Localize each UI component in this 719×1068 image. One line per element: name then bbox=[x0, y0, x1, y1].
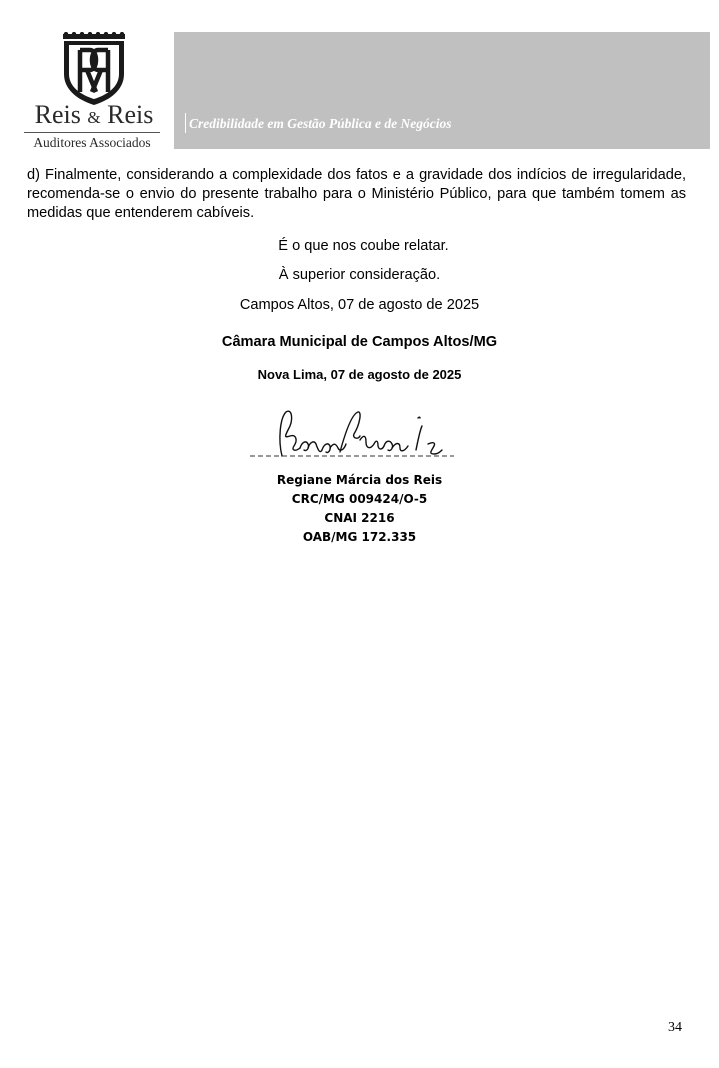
place-date: Campos Altos, 07 de agosto de 2025 bbox=[239, 297, 480, 313]
signer-oab: OAB/MG 172.335 bbox=[302, 530, 417, 544]
logo-name-right: Reis bbox=[107, 100, 154, 129]
signer-cnai: CNAI 2216 bbox=[324, 511, 395, 525]
signature-date: Nova Lima, 07 de agosto de 2025 bbox=[257, 367, 462, 382]
signer-name: Regiane Márcia dos Reis bbox=[276, 473, 443, 487]
closing-statement: É o que nos coube relatar. bbox=[278, 238, 449, 254]
company-logo bbox=[24, 32, 164, 152]
signer-crc: CRC/MG 009424/O-5 bbox=[291, 492, 428, 506]
logo-name bbox=[24, 100, 164, 133]
banner-divider bbox=[185, 113, 186, 133]
header-banner bbox=[174, 32, 710, 149]
recommendation-paragraph: d) Finalmente, considerando a complexidade dos fatos e a gravidade dos indícios de irregularidade, recomenda-se o envio do presente trabalho para o Ministério Público, para que também tomem as medidas que entenderem cabíveis. bbox=[27, 167, 686, 221]
logo-subtitle: Auditores Associados bbox=[33, 135, 151, 150]
chamber-name: Câmara Municipal de Campos Altos/MG bbox=[221, 334, 498, 350]
rr-crest-icon bbox=[60, 32, 128, 106]
handwritten-signature bbox=[248, 400, 458, 462]
logo-divider bbox=[24, 132, 160, 133]
logo-name-left: Reis bbox=[34, 100, 81, 129]
logo-name-ampersand: & bbox=[87, 108, 101, 127]
banner-tagline: Credibilidade em Gestão Pública e de Negócios bbox=[189, 116, 452, 131]
closing-consideration: À superior consideração. bbox=[278, 267, 441, 283]
page-number: 34 bbox=[668, 1020, 682, 1035]
